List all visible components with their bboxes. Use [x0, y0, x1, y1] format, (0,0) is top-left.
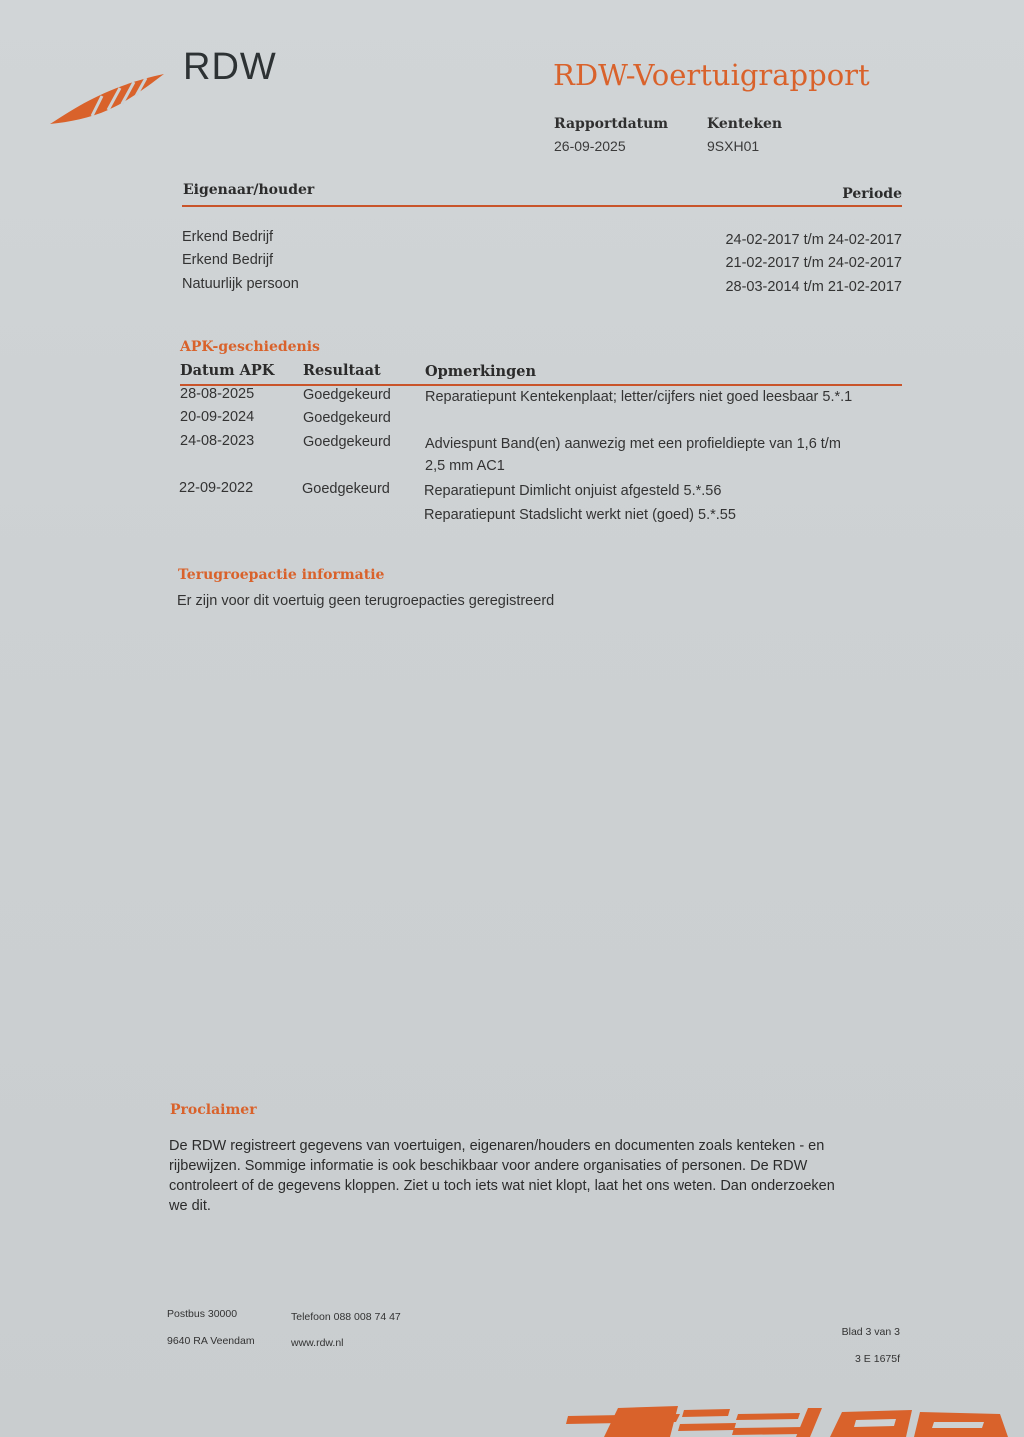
apk-rule	[180, 384, 902, 386]
apk-note: Reparatiepunt Dimlicht onjuist afgesteld 5.*.56	[424, 483, 722, 499]
footer-phone: Telefoon 088 008 74 47	[291, 1311, 401, 1323]
report-date-label: Rapportdatum	[554, 116, 669, 132]
apk-note: Reparatiepunt Kentekenplaat; letter/cijfers niet goed leesbaar 5.*.1	[425, 389, 853, 405]
footer-stripes-decoration	[560, 1400, 1010, 1437]
owner-period: 21-02-2017 t/m 24-02-2017	[725, 255, 902, 271]
apk-note: Adviespunt Band(en) aanwezig met een profieldiepte van 1,6 t/m	[425, 436, 841, 452]
apk-date: 28-08-2025	[180, 386, 255, 402]
apk-col-date: Datum APK	[180, 362, 275, 379]
apk-result: Goedgekeurd	[302, 481, 390, 497]
apk-result: Goedgekeurd	[303, 410, 391, 426]
proclaimer-line: we dit.	[169, 1198, 211, 1214]
recall-heading: Terugroepactie informatie	[178, 567, 385, 583]
apk-date: 22-09-2022	[179, 480, 254, 496]
report-date-value: 26-09-2025	[554, 138, 626, 154]
apk-result: Goedgekeurd	[303, 387, 391, 403]
apk-col-result: Resultaat	[303, 362, 381, 379]
rdw-feather-logo-icon	[48, 66, 168, 128]
footer-postbus: Postbus 30000	[167, 1308, 238, 1320]
proclaimer-text	[169, 1136, 881, 1216]
apk-note: Reparatiepunt Stadslicht werkt niet (goed) 5.*.55	[424, 507, 736, 523]
owner-period: 24-02-2017 t/m 24-02-2017	[725, 232, 902, 248]
brand-name: RDW	[183, 46, 277, 88]
proclaimer-line: controleert of de gegevens kloppen. Ziet u toch iets wat niet klopt, laat het ons weten. Dan onderzoeken	[169, 1178, 835, 1194]
footer-web: www.rdw.nl	[291, 1337, 344, 1349]
recall-text: Er zijn voor dit voertuig geen terugroepacties geregistreerd	[177, 593, 555, 609]
apk-note: 2,5 mm AC1	[425, 458, 505, 474]
period-heading: Periode	[842, 186, 902, 202]
plate-label: Kenteken	[707, 116, 783, 132]
apk-date: 24-08-2023	[180, 433, 255, 449]
owner-period: 28-03-2014 t/m 21-02-2017	[725, 279, 902, 295]
owner-type: Erkend Bedrijf	[182, 252, 274, 268]
apk-date: 20-09-2024	[180, 409, 255, 425]
plate-value: 9SXH01	[707, 138, 760, 154]
document-title: RDW-Voertuigrapport	[553, 58, 870, 92]
owners-rule	[182, 205, 902, 207]
owner-type: Natuurlijk persoon	[182, 276, 299, 292]
apk-result: Goedgekeurd	[303, 434, 391, 450]
apk-col-notes: Opmerkingen	[425, 363, 536, 380]
footer-city: 9640 RA Veendam	[167, 1335, 255, 1347]
footer-code: 3 E 1675f	[855, 1353, 900, 1365]
owners-heading: Eigenaar/houder	[183, 182, 315, 198]
apk-heading: APK-geschiedenis	[180, 339, 320, 355]
footer-page: Blad 3 van 3	[841, 1326, 900, 1338]
proclaimer-heading: Proclaimer	[170, 1102, 257, 1118]
proclaimer-line: rijbewijzen. Sommige informatie is ook beschikbaar voor andere organisaties of personen. De RDW	[169, 1158, 808, 1174]
proclaimer-line: De RDW registreert gegevens van voertuigen, eigenaren/houders en documenten zoals kenteken - en	[169, 1138, 825, 1154]
owner-type: Erkend Bedrijf	[182, 229, 274, 245]
